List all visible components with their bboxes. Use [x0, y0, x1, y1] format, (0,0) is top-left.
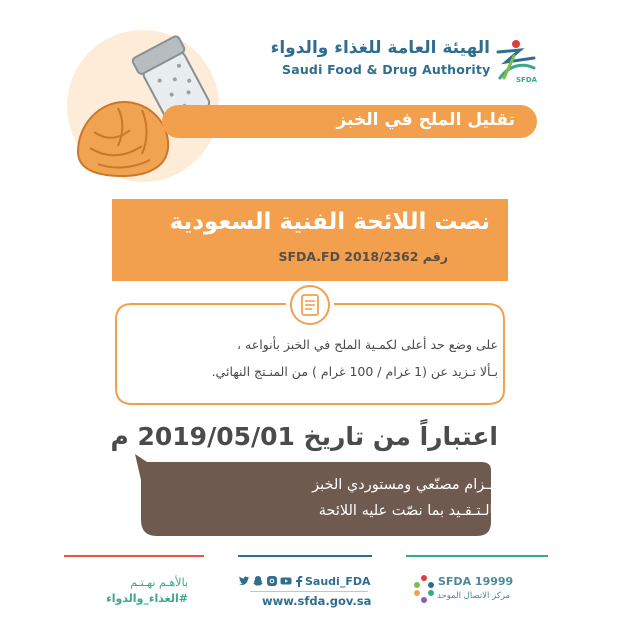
description-line-2: بـألا تـزيد عن (1 غرام / 100 غرام ) من المنـتج النهائي. — [211, 364, 498, 379]
sfda-logo-icon — [494, 38, 538, 84]
social-handle[interactable]: Saudi_FDA — [305, 575, 371, 588]
footer-url-divider — [250, 591, 368, 592]
logo-badge-text: SFDA — [516, 76, 538, 84]
facebook-icon[interactable] — [294, 575, 304, 587]
footer-hashtag[interactable]: #الغذاء_والدواء — [106, 592, 188, 605]
logo-arabic-name: الهيئة العامة للغذاء والدواء — [270, 38, 490, 58]
topic-banner — [162, 105, 537, 138]
snapchat-icon[interactable] — [252, 575, 264, 587]
description-line-1: على وضع حد أعلى لكمـية الملح في الخبز بأنواعه ، — [237, 337, 498, 352]
footer-divider-red — [64, 555, 204, 557]
instagram-icon[interactable] — [266, 575, 278, 587]
logo-english-name: Saudi Food & Drug Authority — [282, 62, 491, 77]
obligation-line-2: بالـتـقـيد بما نصّت عليه اللائحة — [318, 503, 498, 519]
regulation-title: نصت اللائحة الفنية السعودية — [169, 209, 490, 235]
youtube-icon[interactable] — [280, 575, 292, 587]
footer-divider-green — [406, 555, 548, 557]
effective-date: اعتباراً من تاريخ 2019/05/01 م — [110, 422, 498, 451]
obligation-bubble — [135, 454, 495, 542]
website-link[interactable]: www.sfda.gov.sa — [262, 594, 372, 608]
footer-divider-blue — [238, 555, 372, 557]
footer-slogan: بالأهـم نهـتـم — [130, 576, 188, 589]
topic-title: تقليل الملح في الخبز — [336, 110, 515, 130]
obligation-line-1: إلـزام مصنّعي ومستوردي الخبز — [312, 477, 498, 493]
twitter-icon[interactable] — [238, 575, 250, 587]
document-icon — [288, 283, 332, 327]
call-center-number: SFDA 19999 — [438, 575, 514, 588]
call-center-icon — [412, 574, 436, 604]
call-center-label: مركز الاتصال الموحد — [437, 591, 511, 601]
regulation-box — [112, 199, 508, 281]
regulation-number: رقم SFDA.FD 2018/2362 — [278, 249, 448, 264]
